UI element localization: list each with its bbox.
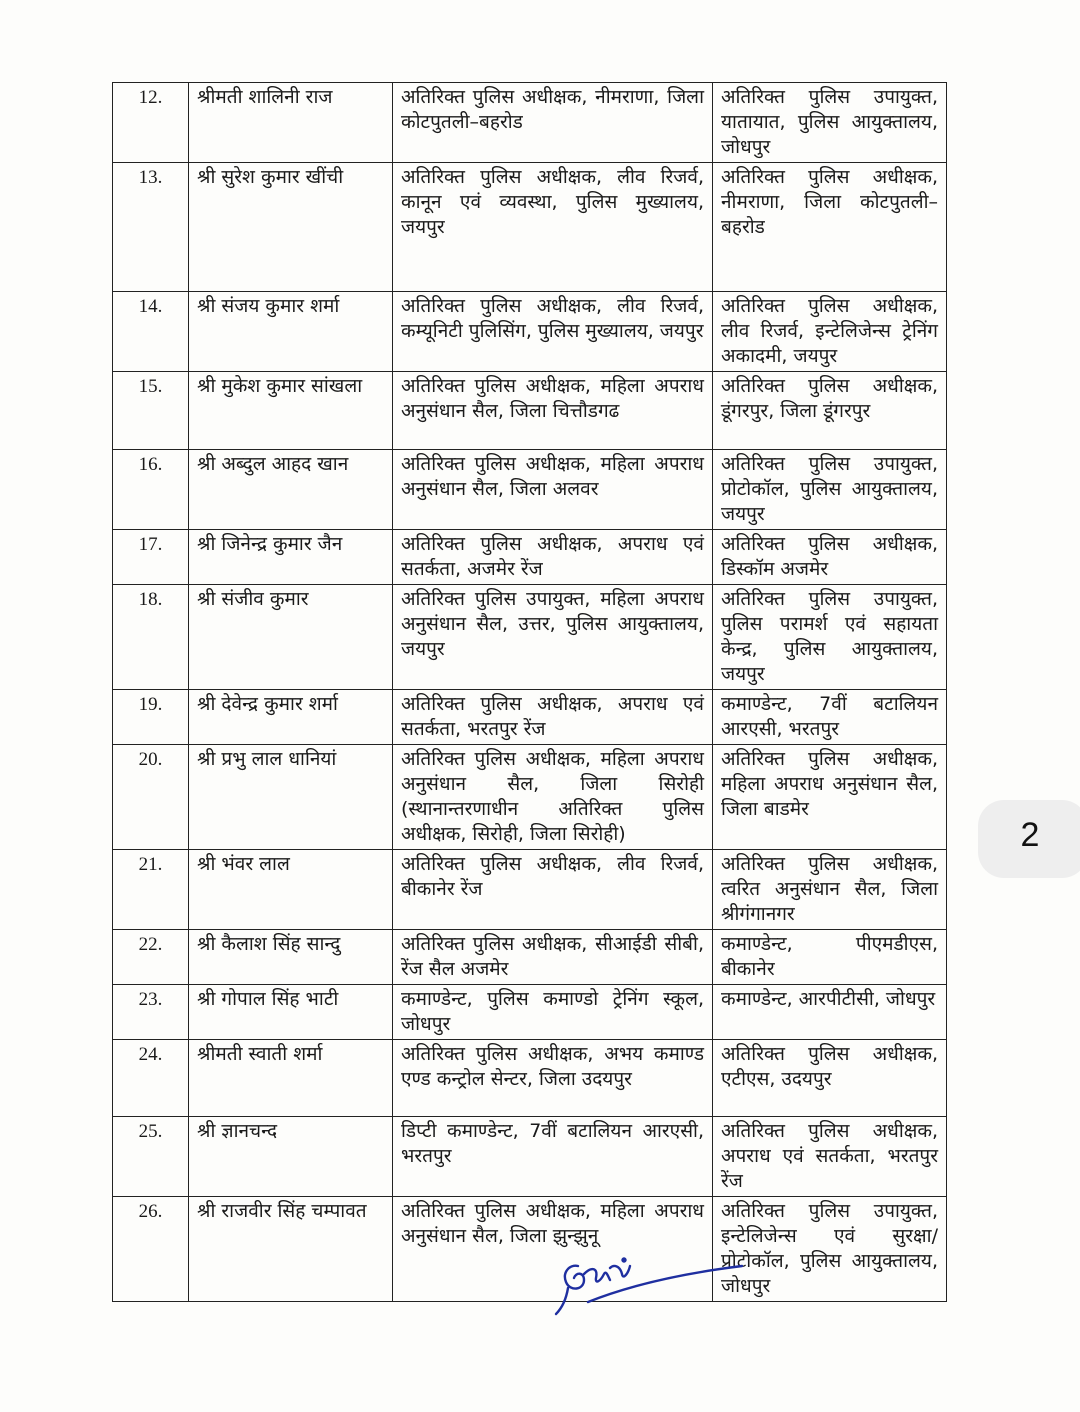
current-posting: अतिरिक्त पुलिस अधीक्षक, सीआईडी सीबी, रेंज सैल अजमेर bbox=[393, 930, 713, 985]
officer-name: श्री संजीव कुमार bbox=[189, 585, 393, 690]
officer-name: श्रीमती स्वाती शर्मा bbox=[189, 1040, 393, 1117]
page-indicator bbox=[978, 800, 1080, 878]
current-posting: अतिरिक्त पुलिस अधीक्षक, महिला अपराध अनुसंधान सैल, जिला चित्तौडगढ bbox=[393, 372, 713, 450]
new-posting: अतिरिक्त पुलिस अधीक्षक, अपराध एवं सतर्कता, भरतपुर रेंज bbox=[713, 1117, 947, 1197]
serial-number: 23. bbox=[113, 985, 189, 1040]
officer-name: श्री गोपाल सिंह भाटी bbox=[189, 985, 393, 1040]
new-posting: अतिरिक्त पुलिस अधीक्षक, एटीएस, उदयपुर bbox=[713, 1040, 947, 1117]
officer-name: श्री ज्ञानचन्द bbox=[189, 1117, 393, 1197]
table-row bbox=[113, 292, 947, 372]
new-posting: अतिरिक्त पुलिस अधीक्षक, महिला अपराध अनुसंधान सैल, जिला बाडमेर bbox=[713, 745, 947, 850]
serial-number: 13. bbox=[113, 163, 189, 292]
transfer-table-body bbox=[113, 83, 947, 1302]
serial-number: 14. bbox=[113, 292, 189, 372]
new-posting: कमाण्डेन्ट, 7वीं बटालियन आरएसी, भरतपुर bbox=[713, 690, 947, 745]
new-posting: अतिरिक्त पुलिस उपायुक्त, इन्टेलिजेन्स एवं सुरक्षा/प्रोटोकॉल, पुलिस आयुक्तालय, जोधपुर bbox=[713, 1197, 947, 1302]
table-row bbox=[113, 372, 947, 450]
serial-number: 21. bbox=[113, 850, 189, 930]
new-posting: अतिरिक्त पुलिस उपायुक्त, पुलिस परामर्श एवं सहायता केन्द्र, पुलिस आयुक्तालय, जयपुर bbox=[713, 585, 947, 690]
new-posting: अतिरिक्त पुलिस अधीक्षक, नीमराणा, जिला कोटपुतली–बहरोड bbox=[713, 163, 947, 292]
new-posting: अतिरिक्त पुलिस उपायुक्त, प्रोटोकॉल, पुलिस आयुक्तालय, जयपुर bbox=[713, 450, 947, 530]
table-row bbox=[113, 163, 947, 292]
current-posting: अतिरिक्त पुलिस अधीक्षक, महिला अपराध अनुसंधान सैल, जिला झुन्झुनू bbox=[393, 1197, 713, 1302]
serial-number: 25. bbox=[113, 1117, 189, 1197]
serial-number: 18. bbox=[113, 585, 189, 690]
current-posting: अतिरिक्त पुलिस अधीक्षक, नीमराणा, जिला कोटपुतली–बहरोड bbox=[393, 83, 713, 163]
serial-number: 15. bbox=[113, 372, 189, 450]
serial-number: 17. bbox=[113, 530, 189, 585]
table-row bbox=[113, 1040, 947, 1117]
serial-number: 19. bbox=[113, 690, 189, 745]
new-posting: अतिरिक्त पुलिस अधीक्षक, डूंगरपुर, जिला डूंगरपुर bbox=[713, 372, 947, 450]
new-posting: अतिरिक्त पुलिस अधीक्षक, त्वरित अनुसंधान सैल, जिला श्रीगंगानगर bbox=[713, 850, 947, 930]
serial-number: 20. bbox=[113, 745, 189, 850]
officer-name: श्री मुकेश कुमार सांखला bbox=[189, 372, 393, 450]
current-posting: अतिरिक्त पुलिस अधीक्षक, लीव रिजर्व, बीकानेर रेंज bbox=[393, 850, 713, 930]
table-row bbox=[113, 450, 947, 530]
transfer-table bbox=[112, 82, 947, 1302]
officer-name: श्री राजवीर सिंह चम्पावत bbox=[189, 1197, 393, 1302]
officer-name: श्री कैलाश सिंह सान्दु bbox=[189, 930, 393, 985]
table-row bbox=[113, 745, 947, 850]
current-posting: कमाण्डेन्ट, पुलिस कमाण्डो ट्रेनिंग स्कूल, जोधपुर bbox=[393, 985, 713, 1040]
officer-name: श्री संजय कुमार शर्मा bbox=[189, 292, 393, 372]
current-posting: अतिरिक्त पुलिस अधीक्षक, लीव रिजर्व, कम्यूनिटी पुलिसिंग, पुलिस मुख्यालय, जयपुर bbox=[393, 292, 713, 372]
serial-number: 16. bbox=[113, 450, 189, 530]
serial-number: 12. bbox=[113, 83, 189, 163]
officer-name: श्रीमती शालिनी राज bbox=[189, 83, 393, 163]
serial-number: 26. bbox=[113, 1197, 189, 1302]
new-posting: अतिरिक्त पुलिस उपायुक्त, यातायात, पुलिस आयुक्तालय, जोधपुर bbox=[713, 83, 947, 163]
serial-number: 24. bbox=[113, 1040, 189, 1117]
officer-name: श्री प्रभु लाल धानियां bbox=[189, 745, 393, 850]
table-row bbox=[113, 1117, 947, 1197]
table-row bbox=[113, 985, 947, 1040]
officer-name: श्री सुरेश कुमार खींची bbox=[189, 163, 393, 292]
signature-icon bbox=[548, 1244, 748, 1324]
table-row bbox=[113, 530, 947, 585]
officer-name: श्री जिनेन्द्र कुमार जैन bbox=[189, 530, 393, 585]
serial-number: 22. bbox=[113, 930, 189, 985]
current-posting: अतिरिक्त पुलिस अधीक्षक, महिला अपराध अनुसंधान सैल, जिला सिरोही (स्थानान्तरणाधीन अतिरिक्त पुलिस अधीक्षक, सिरोही, जिला सिरोही) bbox=[393, 745, 713, 850]
officer-name: श्री अब्दुल आहद खान bbox=[189, 450, 393, 530]
new-posting: अतिरिक्त पुलिस अधीक्षक, डिस्कॉम अजमेर bbox=[713, 530, 947, 585]
new-posting: अतिरिक्त पुलिस अधीक्षक, लीव रिजर्व, इन्टेलिजेन्स ट्रेनिंग अकादमी, जयपुर bbox=[713, 292, 947, 372]
table-row bbox=[113, 690, 947, 745]
table-row bbox=[113, 83, 947, 163]
current-posting: अतिरिक्त पुलिस उपायुक्त, महिला अपराध अनुसंधान सैल, उत्तर, पुलिस आयुक्तालय, जयपुर bbox=[393, 585, 713, 690]
new-posting: कमाण्डेन्ट, आरपीटीसी, जोधपुर bbox=[713, 985, 947, 1040]
table-row bbox=[113, 585, 947, 690]
table-row bbox=[113, 850, 947, 930]
current-posting: अतिरिक्त पुलिस अधीक्षक, लीव रिजर्व, कानून एवं व्यवस्था, पुलिस मुख्यालय, जयपुर bbox=[393, 163, 713, 292]
officer-name: श्री भंवर लाल bbox=[189, 850, 393, 930]
table-row bbox=[113, 1197, 947, 1302]
current-posting: अतिरिक्त पुलिस अधीक्षक, अपराध एवं सतर्कता, भरतपुर रेंज bbox=[393, 690, 713, 745]
table-row bbox=[113, 930, 947, 985]
current-posting: अतिरिक्त पुलिस अधीक्षक, महिला अपराध अनुसंधान सैल, जिला अलवर bbox=[393, 450, 713, 530]
current-posting: डिप्टी कमाण्डेन्ट, 7वीं बटालियन आरएसी, भरतपुर bbox=[393, 1117, 713, 1197]
current-posting: अतिरिक्त पुलिस अधीक्षक, अपराध एवं सतर्कता, अजमेर रेंज bbox=[393, 530, 713, 585]
page-number: 2 bbox=[1020, 816, 1040, 854]
new-posting: कमाण्डेन्ट, पीएमडीएस, बीकानेर bbox=[713, 930, 947, 985]
officer-name: श्री देवेन्द्र कुमार शर्मा bbox=[189, 690, 393, 745]
current-posting: अतिरिक्त पुलिस अधीक्षक, अभय कमाण्ड एण्ड कन्ट्रोल सेन्टर, जिला उदयपुर bbox=[393, 1040, 713, 1117]
